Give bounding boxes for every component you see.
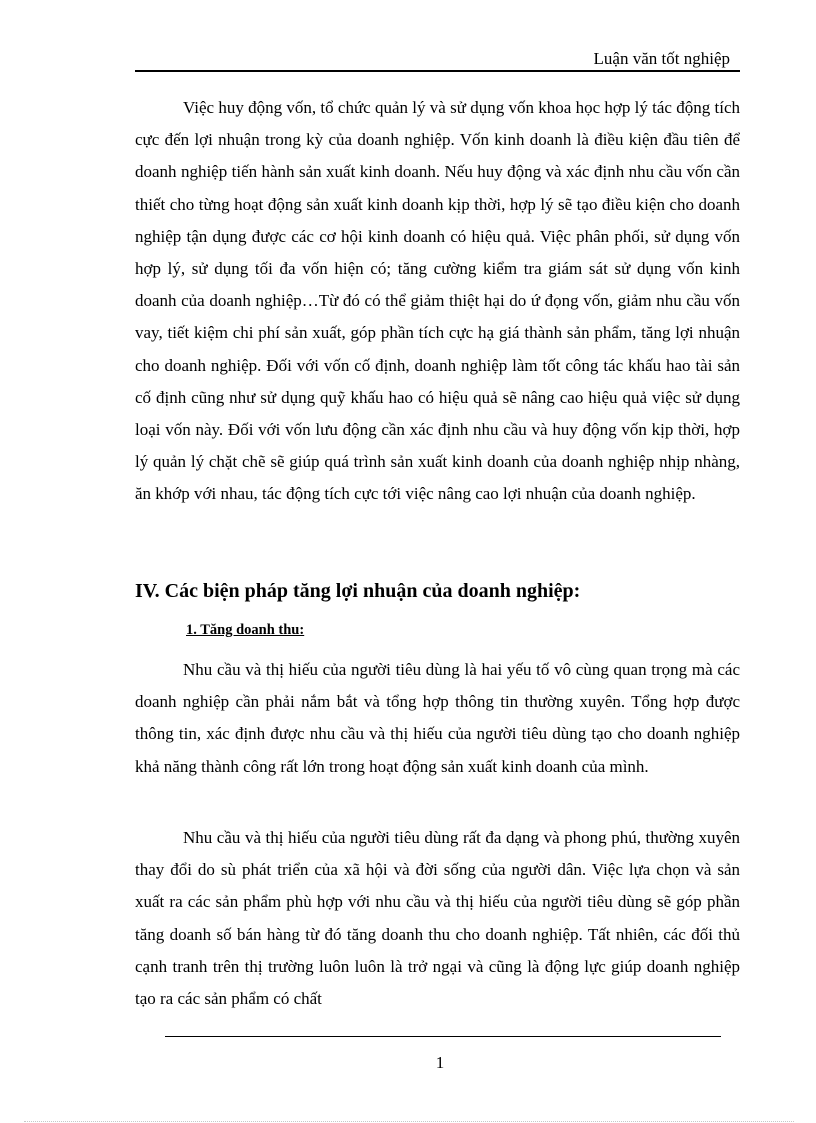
body-paragraph-2: Nhu cầu và thị hiếu của người tiêu dùng là hai yếu tố vô cùng quan trọng mà các doanh nghiệp cần phải nắm bắt và tổng hợp thông tin thường xuyên. Tổng hợp được thông tin, xác định được nhu cầu và thị hiếu của người tiêu dùng tạo cho doanh nghiệp khả năng thành công rất lớn trong hoạt động sản xuất kinh doanh của mình. <box>135 660 740 776</box>
header-rule <box>135 70 740 72</box>
body-paragraph-1: Việc huy động vốn, tổ chức quản lý và sử dụng vốn khoa học hợp lý tác động tích cực đến lợi nhuận trong kỳ của doanh nghiệp. Vốn kinh doanh là điều kiện đầu tiên để doanh nghiệp tiến hành sản xuất kinh doanh. Nếu huy động và xác định nhu cầu vốn cần thiết cho từng hoạt động sản xuất kinh doanh kịp thời, hợp lý sẽ tạo điều kiện cho doanh nghiệp tận dụng được các cơ hội kinh doanh có hiệu quả. Việc phân phối, sử dụng vốn hợp lý, sử dụng tối đa vốn hiện có; tăng cường kiểm tra giám sát sử dụng vốn kinh doanh của doanh nghiệp…Từ đó có thể giảm thiệt hại do ứ đọng vốn, giảm nhu cầu vốn vay, tiết kiệm chi phí sản xuất, góp phần tích cực hạ giá thành sản phẩm, tăng lợi nhuận cho doanh nghiệp. Đối với vốn cố định, doanh nghiệp làm tốt công tác khấu hao tài sản cố định cũng như sử dụng quỹ khấu hao có hiệu quả sẽ nâng cao hiệu quả việc sử dụng loại vốn này. Đối với vốn lưu động cần xác định nhu cầu và huy động vốn kịp thời, hợp lý quản lý chặt chẽ sẽ giúp quá trình sản xuất kinh doanh của doanh nghiệp nhịp nhàng, ăn khớp với nhau, tác động tích cực tới việc nâng cao lợi nhuận của doanh nghiệp. <box>135 98 740 504</box>
running-header-title: Luận văn tốt nghiệp <box>593 49 730 68</box>
page-number: 1 <box>435 1053 445 1072</box>
section-heading: IV. Các biện pháp tăng lợi nhuận của doanh nghiệp: <box>135 580 581 602</box>
footer-rule <box>165 1036 721 1037</box>
body-paragraph-3: Nhu cầu và thị hiếu của người tiêu dùng rất đa dạng và phong phú, thường xuyên thay đổi do sù phát triển của xã hội và đời sống của người dân. Việc lựa chọn và sản xuất ra các sản phẩm phù hợp với nhu cầu và thị hiếu của người tiêu dùng sẽ góp phần tăng doanh số bán hàng từ đó tăng doanh thu cho doanh nghiệp. Tất nhiên, các đối thủ cạnh tranh trên thị trường luôn luôn là trở ngại và cũng là động lực giúp doanh nghiệp tạo ra các sản phẩm có chất <box>135 828 740 1009</box>
subsection-heading: 1. Tăng doanh thu: <box>186 622 305 638</box>
page-bottom-edge <box>24 1121 794 1122</box>
